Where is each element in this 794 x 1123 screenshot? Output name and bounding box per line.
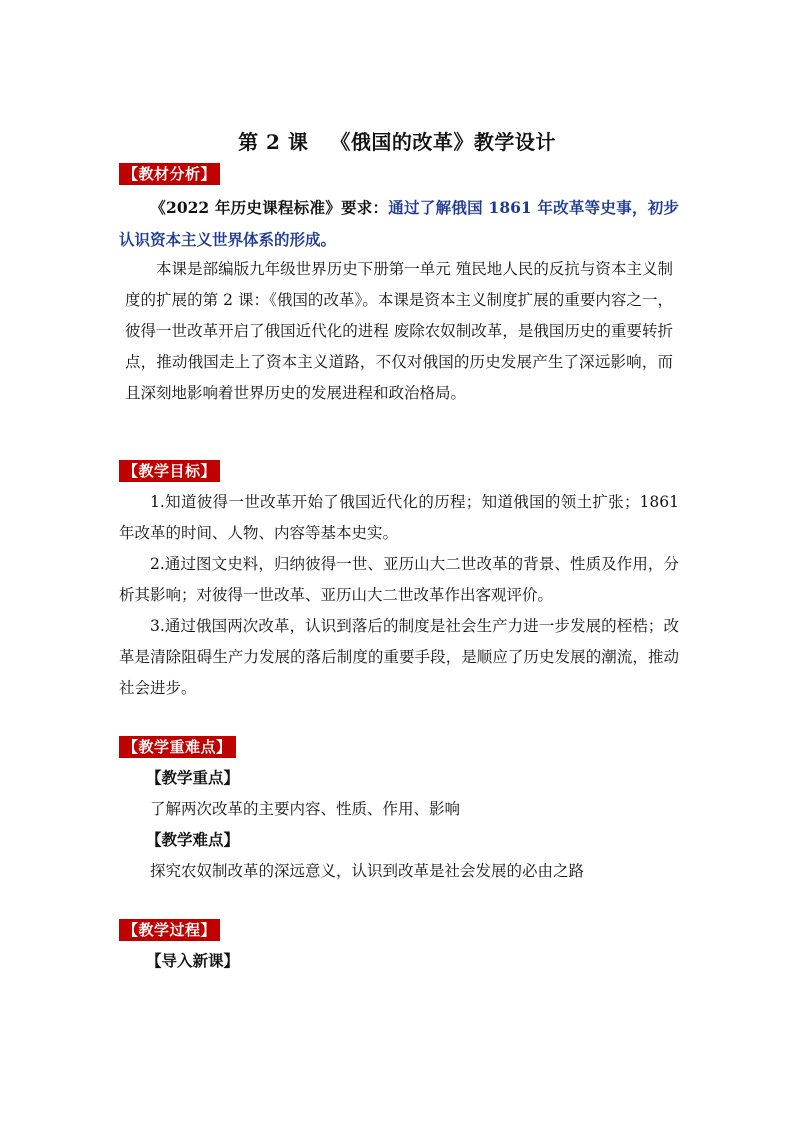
goal-item-1 xyxy=(119,487,679,549)
goal-item-2 xyxy=(119,549,679,611)
difficulty-text: 探究农奴制改革的深远意义，认识到改革是社会发展的必由之路 xyxy=(150,862,585,880)
section-tag-analysis: 【教材分析】 xyxy=(119,163,220,185)
standard-prefix: 《2022 年历史课程标准》要求： xyxy=(150,198,389,217)
intro-label: 【导入新课】 xyxy=(146,951,240,970)
difficulty-label: 【教学难点】 xyxy=(146,830,240,849)
goal-item-3 xyxy=(119,611,679,704)
lesson-name: 《俄国的改革》教学设计 xyxy=(330,130,556,154)
standard-text: 通过了解俄国 1861 年改革等史事，初步认识资本主义世界体系的形成。 xyxy=(119,198,679,249)
focus-text: 了解两次改革的主要内容、性质、作用、影响 xyxy=(150,800,461,818)
section-tag-keypoints: 【教学重难点】 xyxy=(119,736,236,758)
goal-item-2-text: 2.通过图文史料，归纳彼得一世、亚历山大二世改革的背景、性质及作用，分析其影响；对彼得一世改革、亚历山大二世改革作出客观评价。 xyxy=(119,555,679,604)
goal-item-3-text: 3.通过俄国两次改革，认识到落后的制度是社会生产力进一步发展的桎梏；改革是清除阻碍生产力发展的落后制度的重要手段，是顺应了历史发展的潮流，推动社会进步。 xyxy=(119,617,679,697)
analysis-body xyxy=(125,254,673,409)
lesson-number: 第 2 课 xyxy=(238,130,309,154)
section-tag-goals: 【教学目标】 xyxy=(119,460,220,482)
section-tag-process: 【教学过程】 xyxy=(119,919,220,941)
document-title xyxy=(0,126,794,155)
analysis-body-text: 本课是部编版九年级世界历史下册第一单元 殖民地人民的反抗与资本主义制度的扩展的第 2 课：《俄国的改革》。本课是资本主义制度扩展的重要内容之一，彼得一世改革开启了俄国近代化的进程 废除农奴制改革，是俄国历史的重要转折点，推动俄国走上了资本主义道路，不仅对俄国的历史发展产生了深远影响，而且深刻地影响着世界历史的发展进程和政治格局。 xyxy=(125,260,673,402)
curriculum-standard xyxy=(119,192,679,256)
focus-label: 【教学重点】 xyxy=(146,768,240,787)
goal-item-1-text: 1.知道彼得一世改革开始了俄国近代化的历程；知道俄国的领土扩张；1861 年改革的时间、人物、内容等基本史实。 xyxy=(119,493,679,542)
